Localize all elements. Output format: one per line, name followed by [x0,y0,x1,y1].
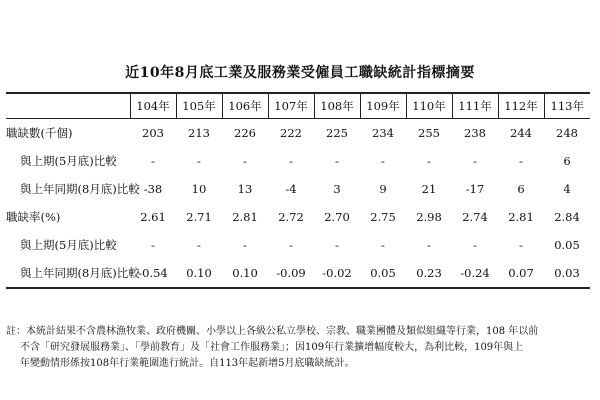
table-cell: - [289,238,293,252]
table-cell: 2.98 [416,210,442,224]
table-cell: 244 [510,126,532,140]
table-cell: 0.05 [360,259,406,288]
year-header: 109年 [360,93,406,119]
table-row [6,175,590,203]
table-cell: - [289,154,293,168]
table-cell: - [243,238,247,252]
table-body [6,119,590,289]
table-cell: 2.81 [508,210,534,224]
table-row [6,231,590,259]
table-cell: 6 [563,154,571,168]
year-header: 112年 [498,93,544,119]
table-cell: - [519,238,523,252]
table-cell: -0.54 [130,259,176,288]
table-cell: -0.24 [452,259,498,288]
table-cell: 2.61 [140,210,166,224]
table-cell: 2.71 [186,210,212,224]
row-label: 與上年同期(8月底)比較 [6,259,130,288]
table-cell: - [197,238,201,252]
table-cell: 234 [372,126,394,140]
table-cell: 0.10 [222,259,268,288]
table-cell: 2.75 [370,210,396,224]
table-cell: - [381,154,385,168]
table-cell: -17 [465,182,485,196]
table-cell: 0.10 [176,259,222,288]
row-label: 與上年同期(8月底)比較 [20,182,140,196]
table-cell: 10 [191,182,207,196]
row-label: 職缺數(千個) [6,126,73,140]
table-cell: 9 [379,182,387,196]
table-row [6,147,590,175]
table-cell: 2.74 [462,210,488,224]
table-cell: 248 [556,126,578,140]
table-cell: 213 [188,126,210,140]
table-cell: 4 [563,182,571,196]
row-label: 職缺率(%) [6,210,61,224]
table-cell: - [473,238,477,252]
table-cell: - [243,154,247,168]
header-corner [6,93,130,119]
table-cell: 238 [464,126,486,140]
table-cell: - [381,238,385,252]
table-cell: -0.02 [314,259,360,288]
year-header: 110年 [406,93,452,119]
table-cell: -4 [285,182,297,196]
table-cell: - [473,154,477,168]
year-header: 104年 [130,93,176,119]
table-cell: - [427,154,431,168]
footnote-line: 不含「研究發展服務業」、「學前教育」及「社會工作服務業」；因109年行業擴增幅度較大，為利比較，109年與上 [20,342,524,353]
year-header: 107年 [268,93,314,119]
table-cell: 3 [333,182,341,196]
table-cell: 0.05 [554,238,580,252]
table-cell: - [519,154,523,168]
table-cell: 21 [421,182,437,196]
row-label: 與上期(5月底)比較 [20,238,117,252]
table-row [6,119,590,148]
table-cell: 2.72 [278,210,304,224]
year-header: 113年 [544,93,590,119]
table-cell: 13 [237,182,253,196]
table-cell: 0.23 [406,259,452,288]
table-cell: - [197,154,201,168]
table-cell: 0.07 [498,259,544,288]
table-header-row [6,93,590,119]
indicator-table [6,92,590,289]
table-cell: -0.09 [268,259,314,288]
table-cell: 203 [142,126,164,140]
table-cell: 6 [517,182,525,196]
table-cell: 2.84 [554,210,580,224]
table-cell: 226 [234,126,256,140]
table-cell: - [427,238,431,252]
page-title: 近10年8月底工業及服務業受僱員工職缺統計指標摘要 [125,65,475,81]
table-cell: 2.81 [232,210,258,224]
table-cell: - [335,154,339,168]
year-header: 108年 [314,93,360,119]
table-row [6,259,590,288]
table-cell: - [151,154,155,168]
year-header: 105年 [176,93,222,119]
table-cell: - [335,238,339,252]
table-cell: 255 [418,126,440,140]
footnote-line: 註：本統計結果不含農林漁牧業、政府機關、小學以上各級公私立學校、宗教、職業團體及類似組織等行業，108 年以前 [6,326,539,337]
year-header: 106年 [222,93,268,119]
table-row [6,203,590,231]
footnote [6,324,594,372]
table-cell: 0.03 [544,259,590,288]
table-cell: - [151,238,155,252]
table-cell: 225 [326,126,348,140]
year-header: 111年 [452,93,498,119]
table-cell: 222 [280,126,302,140]
table-cell: -38 [143,182,163,196]
table-cell: 2.70 [324,210,350,224]
row-label: 與上期(5月底)比較 [20,154,117,168]
footnote-line: 年變動情形係按108年行業範圍進行統計。自113年起新增5月底職缺統計。 [20,358,355,369]
